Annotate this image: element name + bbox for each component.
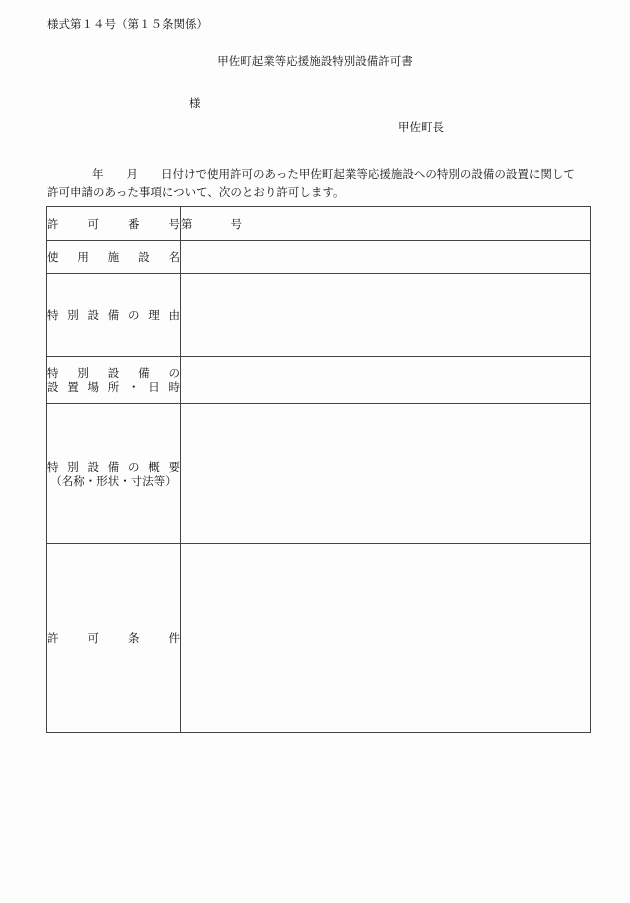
permit-number-field[interactable] [181, 207, 591, 241]
permit-number-prefix: 第 [181, 216, 193, 231]
label-char: 備 [107, 308, 120, 322]
label-char: 使 [47, 250, 59, 264]
label-char: 名 [168, 250, 180, 264]
label-char: 別 [67, 308, 79, 322]
conditions-field[interactable] [181, 544, 591, 733]
issuer: 甲佐町長 [398, 120, 444, 134]
label-permit-number [47, 207, 181, 241]
label-char: 理 [148, 308, 160, 322]
label-char: 条 [128, 631, 140, 645]
label-char: 設 [107, 366, 120, 380]
label-reason [47, 274, 181, 357]
location-datetime-field[interactable] [181, 357, 591, 404]
label-char: 特 [47, 459, 59, 474]
label-char: 特 [47, 308, 59, 322]
row-permit-number [47, 207, 591, 241]
body-text-line-1: 年 月 日付けで使用許可のあった甲佐町起業等応援施設への特別の設備の設置に関して [92, 167, 575, 181]
permit-number-suffix: 号 [230, 216, 242, 231]
label-char: 用 [77, 250, 89, 264]
label-char: 要 [168, 459, 180, 474]
label-char: 日 [148, 380, 160, 394]
permit-table [46, 206, 591, 733]
label-char: 設 [87, 308, 99, 322]
label-conditions [47, 544, 181, 733]
body-text-line-2: 許可申請のあった事項について、次のとおり許可します。 [47, 185, 345, 199]
label-char: 番 [128, 216, 140, 231]
label-char: ・ [128, 380, 140, 394]
label-char: 号 [168, 216, 180, 231]
label-char: 由 [168, 308, 180, 322]
reason-field[interactable] [181, 274, 591, 357]
label-facility-name [47, 241, 181, 274]
facility-name-field[interactable] [181, 241, 591, 274]
label-char: 時 [168, 380, 180, 394]
label-char: 設 [138, 250, 150, 264]
form-number: 様式第１４号（第１５条関係） [47, 17, 208, 31]
row-facility-name [47, 241, 591, 274]
label-char: の [128, 308, 140, 322]
row-conditions [47, 544, 591, 733]
label-char: 別 [77, 366, 89, 380]
label-char: 可 [87, 216, 99, 231]
label-char: 所 [107, 380, 120, 394]
row-reason [47, 274, 591, 357]
label-char: 備 [138, 366, 150, 380]
label-char: 設 [87, 459, 99, 474]
label-char: の [128, 459, 140, 474]
label-char: の [168, 366, 180, 380]
row-summary [47, 404, 591, 544]
label-char: 備 [107, 459, 120, 474]
label-char: 置 [67, 380, 79, 394]
label-char: 件 [168, 631, 180, 645]
label-char: 可 [87, 631, 99, 645]
label-char: 場 [87, 380, 99, 394]
label-char: 許 [47, 216, 59, 231]
label-char: 施 [107, 250, 120, 264]
label-char: 特 [47, 366, 59, 380]
label-char: 設 [47, 380, 59, 394]
label-char: 概 [148, 459, 160, 474]
label-summary-sub: （名称・形状・寸法等） [50, 473, 177, 488]
summary-field[interactable] [181, 404, 591, 544]
label-summary [47, 404, 181, 544]
label-char: 別 [67, 459, 79, 474]
page-title: 甲佐町起業等応援施設特別設備許可書 [217, 54, 413, 68]
label-char: 許 [47, 631, 59, 645]
row-location-datetime [47, 357, 591, 404]
recipient-suffix: 様 [189, 96, 201, 110]
label-location-datetime [47, 357, 181, 404]
